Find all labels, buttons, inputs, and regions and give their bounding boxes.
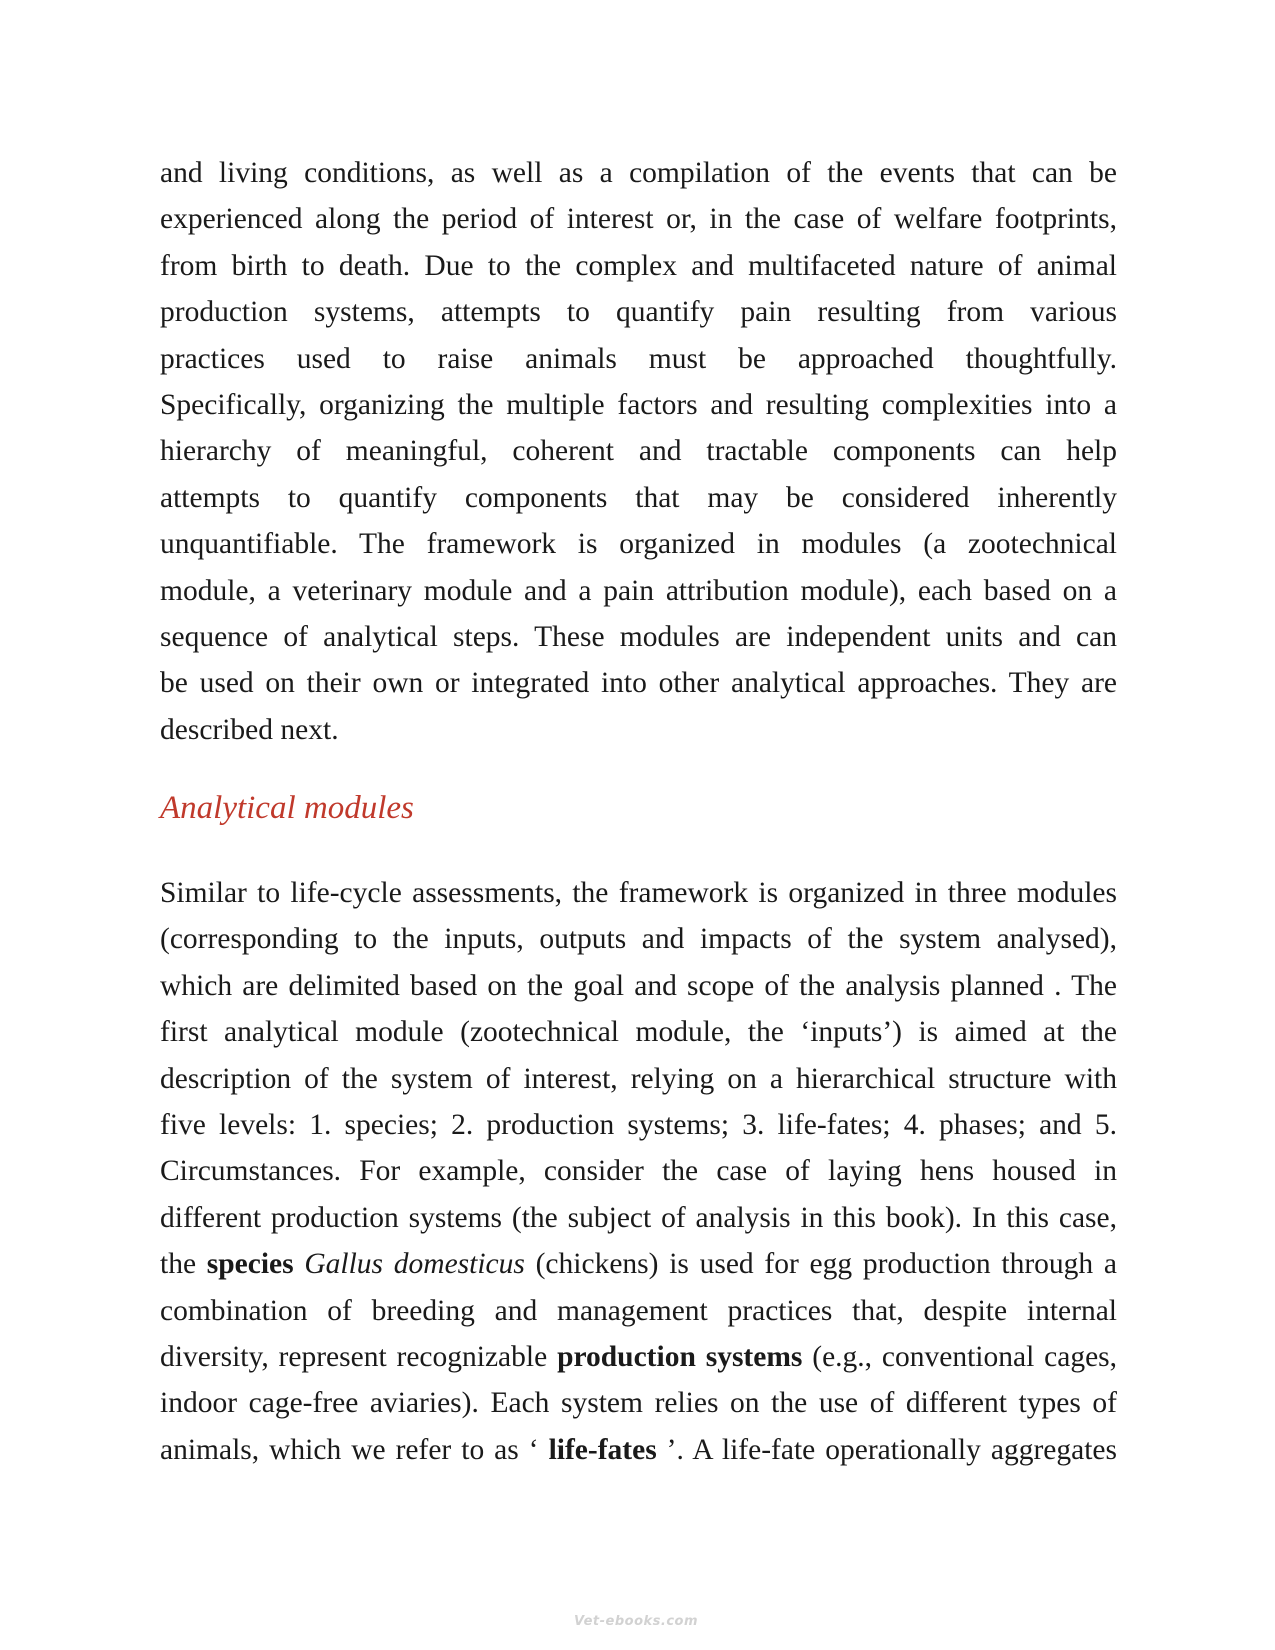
text-line: production systems, attempts to quantify pain resulting from various <box>160 296 1117 329</box>
text-line: combination of breeding and management practices that, despite internal <box>160 1294 1117 1327</box>
text-line: different production systems (the subject of analysis in this book). In this case, <box>160 1201 1117 1234</box>
text-span: diversity, represent recognizable <box>160 1341 558 1374</box>
text-line: Specifically, organizing the multiple factors and resulting complexities into a <box>160 389 1117 422</box>
text-line: indoor cage-free aviaries). Each system relies on the use of different types of <box>160 1387 1117 1420</box>
text-span: animals, which we refer to as ‘ <box>160 1433 549 1466</box>
paragraph-analytical-modules <box>160 870 1117 1473</box>
text-line: experienced along the period of interest or, in the case of welfare footprints, <box>160 203 1117 236</box>
text-line: attempts to quantify components that may be considered inherently <box>160 481 1117 514</box>
text-line: practices used to raise animals must be approached thoughtfully. <box>160 342 1117 375</box>
text-span: (e.g., conventional cages, <box>802 1341 1118 1374</box>
text-line <box>160 1334 1117 1380</box>
bold-term-life-fates: life-fates <box>548 1433 657 1466</box>
text-line: which are delimited based on the goal and scope of the analysis planned . The <box>160 969 1117 1002</box>
text-line: be used on their own or integrated into other analytical approaches. They are <box>160 667 1117 700</box>
text-line: sequence of analytical steps. These modules are independent units and can <box>160 621 1117 654</box>
text-line <box>160 1241 1117 1287</box>
text-span: the <box>160 1248 207 1281</box>
text-line: module, a veterinary module and a pain attribution module), each based on a <box>160 574 1117 607</box>
text-line: and living conditions, as well as a compilation of the events that can be <box>160 157 1117 189</box>
text-line: from birth to death. Due to the complex and multifaceted nature of animal <box>160 249 1117 282</box>
section-heading: Analytical modules <box>160 790 414 826</box>
text-line: Similar to life-cycle assessments, the framework is organized in three modules <box>160 877 1117 909</box>
paragraph-intro <box>160 150 1117 753</box>
text-line <box>160 1427 1117 1473</box>
text-line: description of the system of interest, relying on a hierarchical structure with <box>160 1062 1117 1095</box>
text-line: first analytical module (zootechnical module, the ‘inputs’) is aimed at the <box>160 1016 1117 1049</box>
text-line: (corresponding to the inputs, outputs and impacts of the system analysed), <box>160 923 1117 956</box>
italic-scientific-name: Gallus domesticus <box>304 1248 525 1281</box>
text-line: described next. <box>160 713 339 746</box>
bold-term-species: species <box>206 1248 294 1281</box>
text-span <box>294 1248 305 1280</box>
text-line: five levels: 1. species; 2. production systems; 3. life-fates; 4. phases; and 5. <box>160 1109 1117 1142</box>
bold-term-production-systems: production systems <box>557 1341 803 1374</box>
text-line: unquantifiable. The framework is organized in modules (a zootechnical <box>160 528 1117 561</box>
text-line: Circumstances. For example, consider the case of laying hens housed in <box>160 1155 1117 1188</box>
text-span: (chickens) is used for egg production through a <box>524 1248 1117 1281</box>
watermark: Vet-ebooks.com <box>574 1614 699 1629</box>
text-span: ’. A life-fate operationally aggregates <box>656 1433 1117 1466</box>
text-line: hierarchy of meaningful, coherent and tractable components can help <box>160 435 1117 468</box>
